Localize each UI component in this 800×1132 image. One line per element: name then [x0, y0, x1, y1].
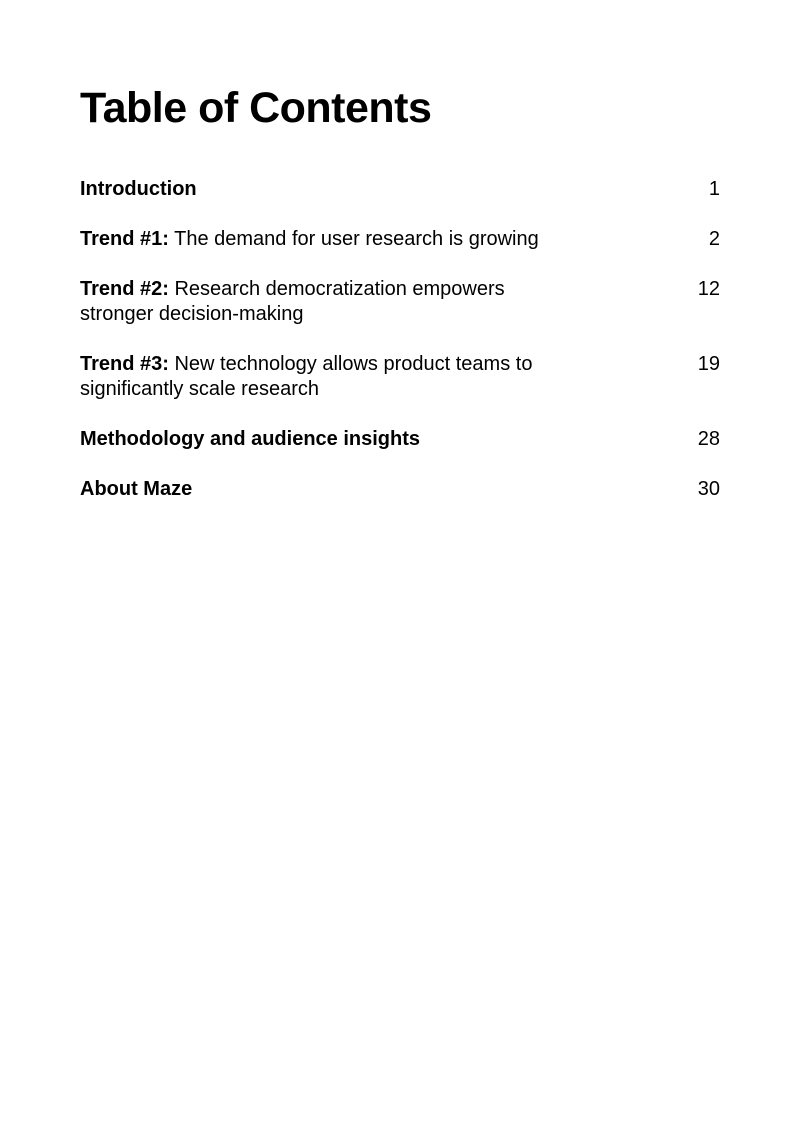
page-title: Table of Contents [80, 84, 432, 132]
toc-entry-description: The demand for user research is growing [168, 228, 539, 250]
toc-page-number: 2 [708, 228, 720, 250]
toc-entry-label: About Maze [80, 478, 193, 500]
toc-entry-methodology[interactable] [80, 427, 720, 452]
toc-page-number: 12 [697, 278, 720, 300]
toc-page-number: 19 [697, 353, 720, 375]
table-of-contents [80, 177, 720, 527]
toc-page-number: 1 [708, 178, 720, 200]
toc-entry-label: Methodology and audience insights [80, 428, 421, 450]
toc-entry-label: Trend #3: [80, 353, 169, 375]
toc-entry-introduction[interactable] [80, 177, 720, 202]
toc-entry-label: Trend #1: [80, 228, 169, 250]
toc-entry-text [80, 177, 610, 202]
toc-entry-text [80, 277, 560, 327]
toc-entry-trend-1[interactable] [80, 227, 720, 252]
toc-entry-label: Trend #2: [80, 278, 169, 300]
toc-page-number: 30 [697, 478, 720, 500]
toc-entry-description: New technology allows product teams to significantly scale research [80, 353, 533, 400]
toc-entry-about-maze[interactable] [80, 477, 720, 502]
toc-entry-text [80, 427, 610, 452]
toc-entry-description: Research democratization empowers stronger decision-making [80, 278, 505, 325]
toc-entry-trend-2[interactable] [80, 277, 720, 327]
toc-entry-trend-3[interactable] [80, 352, 720, 402]
toc-page-number: 28 [697, 428, 720, 450]
toc-entry-text [80, 352, 585, 402]
toc-entry-label: Introduction [80, 178, 197, 200]
toc-entry-text [80, 477, 610, 502]
toc-entry-text [80, 227, 610, 252]
